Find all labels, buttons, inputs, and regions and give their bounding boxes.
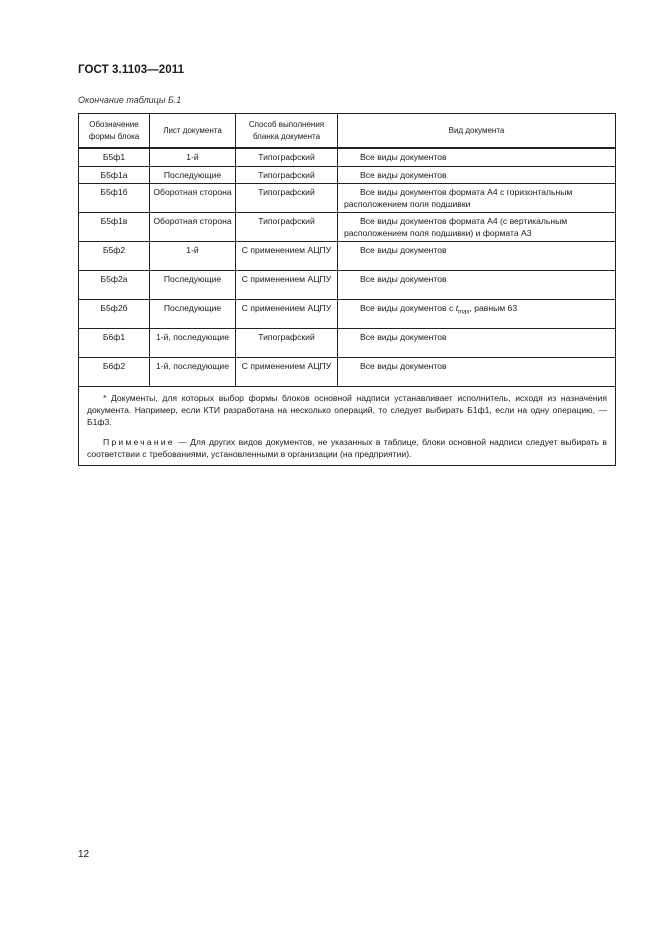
cell-code: Б5ф1а [79, 166, 150, 184]
cell-type-suffix: , равным 63 [469, 303, 518, 313]
cell-type: Все виды документов формата А4 с горизонтальным расположением поля подшивки [338, 184, 616, 213]
cell-method: Типографский [236, 148, 338, 166]
cell-code: Б5ф2б [79, 300, 150, 329]
cell-sheet: 1-й [150, 148, 236, 166]
column-header-method: Способ выполнения бланка документа [236, 114, 338, 149]
cell-code: Б5ф1б [79, 184, 150, 213]
cell-type [338, 300, 616, 329]
forms-table [78, 113, 616, 466]
cell-sheet: Последующие [150, 271, 236, 300]
cell-method: Типографский [236, 166, 338, 184]
table-caption: Окончание таблицы Б.1 [78, 95, 182, 105]
cell-sheet: Оборотная сторона [150, 213, 236, 242]
document-header-title: ГОСТ 3.1103—2011 [78, 64, 185, 76]
table-row [79, 166, 616, 184]
cell-type-variable: t [455, 303, 459, 313]
cell-sheet: Оборотная сторона [150, 184, 236, 213]
cell-method: Типографский [236, 329, 338, 358]
cell-type-prefix: Все виды документов с [360, 303, 456, 313]
cell-sheet: Последующие [150, 300, 236, 329]
table-row [79, 213, 616, 242]
note-text: — Для других видов документов, не указанных в таблице, блоки основной надписи следует выбирать в соответствии с требованиями, установленными в организации (на предприятии). [87, 436, 607, 459]
cell-type: Все виды документов [338, 242, 616, 271]
cell-code: Б6ф1 [79, 329, 150, 358]
cell-type: Все виды документов [338, 329, 616, 358]
cell-type: Все виды документов формата А4 (с вертикальным расположением поля подшивки) и формата А3 [338, 213, 616, 242]
table-note [87, 436, 607, 460]
cell-type: Все виды документов [338, 166, 616, 184]
table-row [79, 184, 616, 213]
cell-type-subscript: max [458, 309, 470, 316]
cell-sheet: 1-й, последующие [150, 329, 236, 358]
column-header-sheet: Лист документа [150, 114, 236, 149]
cell-type: Все виды документов [338, 358, 616, 387]
table-notes-cell [79, 387, 616, 466]
cell-code: Б5ф1в [79, 213, 150, 242]
table-footnote: * Документы, для которых выбор формы блоков основной надписи устанавливает исполнитель, исходя из назначения документа. Например, если КТИ разработана на несколько операций, то следует выбирать Б1ф1, если на одну операцию, — Б1ф3. [87, 393, 607, 428]
cell-type: Все виды документов [338, 148, 616, 166]
cell-code: Б6ф2 [79, 358, 150, 387]
table-row [79, 300, 616, 329]
cell-method: С применением АЦПУ [236, 300, 338, 329]
cell-type: Все виды документов [338, 271, 616, 300]
table-row [79, 358, 616, 387]
cell-code: Б5ф2а [79, 271, 150, 300]
cell-method: С применением АЦПУ [236, 271, 338, 300]
cell-sheet: Последующие [150, 166, 236, 184]
note-label: Примечание [103, 436, 175, 447]
cell-method: С применением АЦПУ [236, 358, 338, 387]
cell-method: С применением АЦПУ [236, 242, 338, 271]
column-header-code: Обозначение формы блока [79, 114, 150, 149]
table-header-row [79, 114, 616, 149]
cell-sheet: 1-й [150, 242, 236, 271]
cell-method: Типографский [236, 213, 338, 242]
table-row [79, 271, 616, 300]
cell-code: Б5ф2 [79, 242, 150, 271]
cell-code: Б5ф1 [79, 148, 150, 166]
cell-sheet: 1-й, последующие [150, 358, 236, 387]
table-notes-row [79, 387, 616, 466]
cell-method: Типографский [236, 184, 338, 213]
column-header-type: Вид документа [338, 114, 616, 149]
table-row [79, 242, 616, 271]
table-row [79, 148, 616, 166]
page-number: 12 [78, 849, 90, 860]
table-row [79, 329, 616, 358]
